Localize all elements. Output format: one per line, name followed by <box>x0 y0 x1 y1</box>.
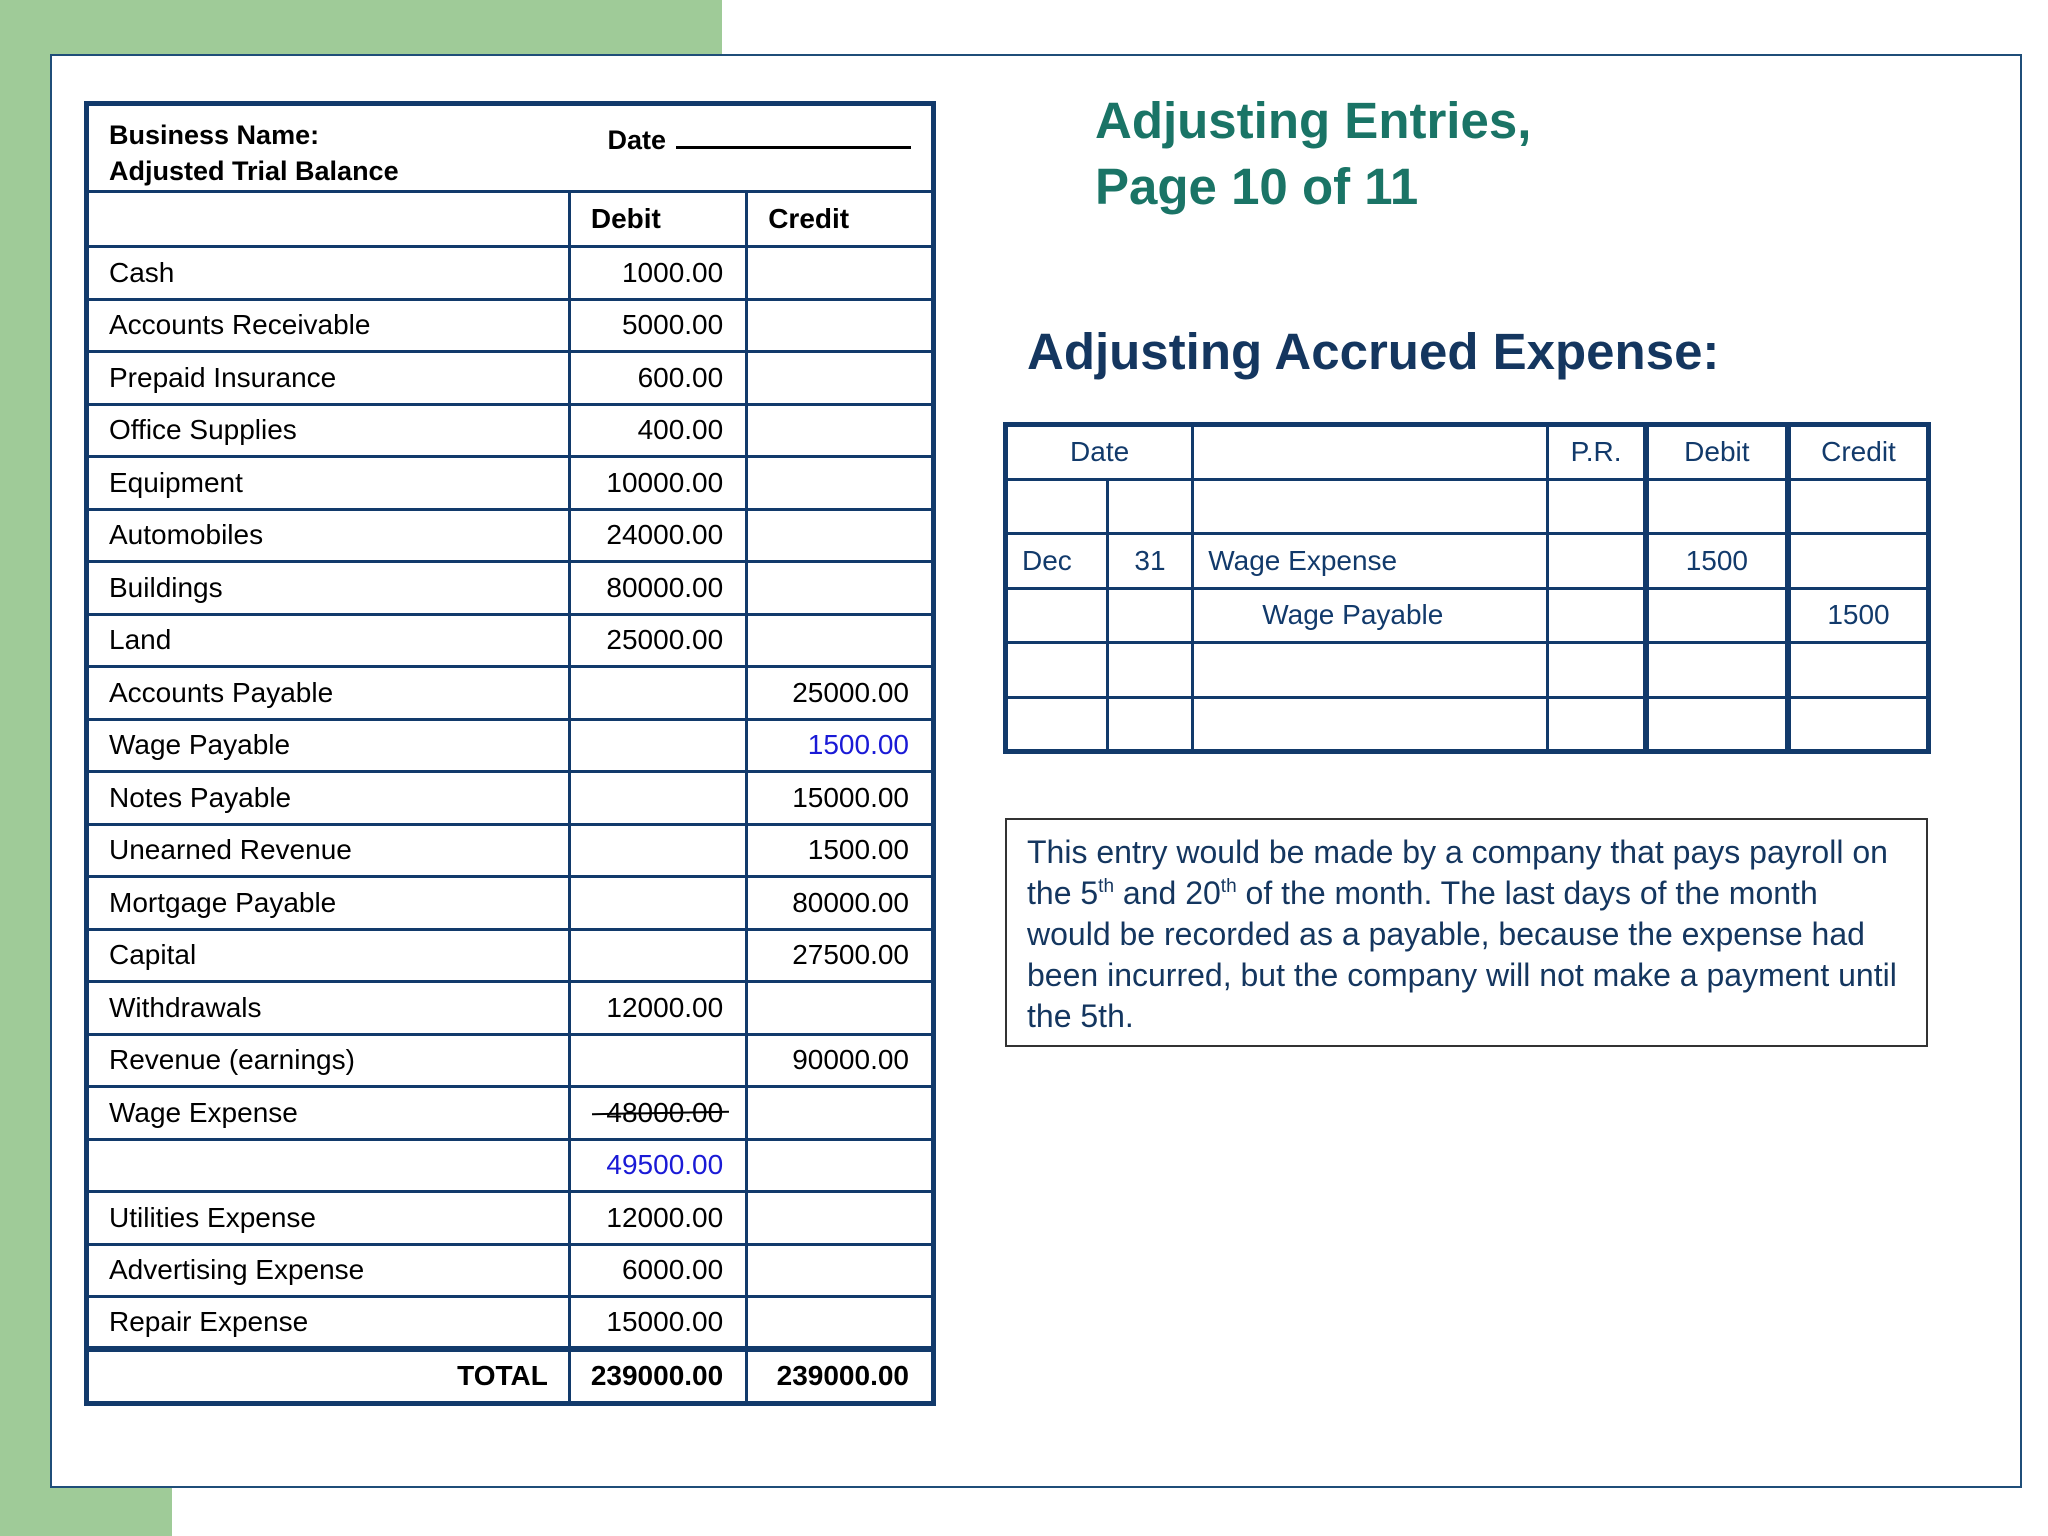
table-row <box>87 509 934 562</box>
table-row <box>87 1192 934 1245</box>
table-row <box>87 772 934 825</box>
account-name: Accounts Payable <box>87 667 570 720</box>
credit-amount <box>747 1297 934 1350</box>
table-row <box>87 299 934 352</box>
debit-amount <box>569 824 746 877</box>
credit-amount: 1500.00 <box>747 824 934 877</box>
trial-balance-header <box>87 104 934 192</box>
table-row <box>87 667 934 720</box>
decor-green-band-left <box>0 0 52 1536</box>
credit-column-header: Credit <box>747 192 934 247</box>
adjusted-debit-amount: 49500.00 <box>569 1139 746 1192</box>
debit-amount: 1000.00 <box>569 247 746 300</box>
journal-row <box>1006 697 1929 752</box>
credit-amount <box>747 614 934 667</box>
table-row <box>87 404 934 457</box>
page-title <box>1095 88 1531 220</box>
struck-debit-cell <box>569 1087 746 1140</box>
account-name: Wage Expense <box>87 1087 570 1140</box>
account-name: Capital <box>87 929 570 982</box>
journal-entry-table <box>1003 422 1931 754</box>
table-row <box>87 719 934 772</box>
credit-amount <box>747 299 934 352</box>
debit-column-header: Debit <box>569 192 746 247</box>
table-row <box>87 352 934 405</box>
account-name: Office Supplies <box>87 404 570 457</box>
table-row <box>87 457 934 510</box>
table-row <box>87 1139 934 1192</box>
total-label: TOTAL <box>87 1349 570 1403</box>
debit-amount <box>569 929 746 982</box>
account-name: Repair Expense <box>87 1297 570 1350</box>
journal-header-row <box>1006 425 1929 480</box>
account-name: Automobiles <box>87 509 570 562</box>
account-name: Notes Payable <box>87 772 570 825</box>
decor-green-band-bottom <box>0 1488 172 1536</box>
entry-credit-amount: 1500 <box>1788 588 1929 643</box>
debit-amount: 6000.00 <box>569 1244 746 1297</box>
debit-amount <box>569 719 746 772</box>
debit-amount: 5000.00 <box>569 299 746 352</box>
account-name: Equipment <box>87 457 570 510</box>
journal-credit-header: Credit <box>1788 425 1929 480</box>
debit-amount <box>569 1034 746 1087</box>
account-name: Withdrawals <box>87 982 570 1035</box>
date-field: Date <box>607 120 911 156</box>
credit-amount <box>747 247 934 300</box>
debit-amount: 15000.00 <box>569 1297 746 1350</box>
adjusted-credit-amount: 1500.00 <box>747 719 934 772</box>
credit-amount <box>747 562 934 615</box>
debit-amount <box>569 772 746 825</box>
account-name: Unearned Revenue <box>87 824 570 877</box>
debit-amount: 12000.00 <box>569 1192 746 1245</box>
credit-amount <box>747 457 934 510</box>
entry-credit-account: Wage Payable <box>1193 588 1548 643</box>
journal-row <box>1006 588 1929 643</box>
journal-row <box>1006 479 1929 534</box>
table-row <box>87 824 934 877</box>
total-debit: 239000.00 <box>569 1349 746 1403</box>
trial-balance-table <box>84 101 936 1406</box>
table-row <box>87 982 934 1035</box>
page-title-line-2: Page 10 of 11 <box>1095 158 1419 215</box>
credit-amount <box>747 982 934 1035</box>
table-row <box>87 1244 934 1297</box>
debit-amount: 600.00 <box>569 352 746 405</box>
credit-amount: 15000.00 <box>747 772 934 825</box>
date-blank-line <box>676 120 911 149</box>
decor-green-band-top <box>0 0 722 56</box>
account-name: Advertising Expense <box>87 1244 570 1297</box>
account-name: Buildings <box>87 562 570 615</box>
account-name: Prepaid Insurance <box>87 352 570 405</box>
journal-account-header <box>1193 425 1548 480</box>
account-name: Utilities Expense <box>87 1192 570 1245</box>
account-name: Revenue (earnings) <box>87 1034 570 1087</box>
credit-amount <box>747 1192 934 1245</box>
entry-debit-account: Wage Expense <box>1193 534 1548 589</box>
struck-debit-amount: 48000.00 <box>606 1096 724 1128</box>
table-row <box>87 562 934 615</box>
entry-day: 31 <box>1107 534 1193 589</box>
account-name: Mortgage Payable <box>87 877 570 930</box>
debit-amount <box>569 877 746 930</box>
table-row <box>87 877 934 930</box>
credit-amount <box>747 1139 934 1192</box>
journal-pr-header: P.R. <box>1548 425 1646 480</box>
trial-balance-subtitle: Adjusted Trial Balance <box>109 156 399 186</box>
column-header-row <box>87 192 934 247</box>
journal-debit-header: Debit <box>1646 425 1788 480</box>
business-name-label: Business Name: <box>109 120 320 150</box>
account-column-header <box>87 192 570 247</box>
table-row <box>87 614 934 667</box>
table-row <box>87 929 934 982</box>
table-row <box>87 1034 934 1087</box>
credit-amount: 90000.00 <box>747 1034 934 1087</box>
total-row <box>87 1349 934 1403</box>
table-row <box>87 1297 934 1350</box>
credit-amount <box>747 509 934 562</box>
debit-amount: 12000.00 <box>569 982 746 1035</box>
credit-amount: 27500.00 <box>747 929 934 982</box>
account-name: Land <box>87 614 570 667</box>
credit-amount <box>747 352 934 405</box>
account-name: Accounts Receivable <box>87 299 570 352</box>
credit-amount: 80000.00 <box>747 877 934 930</box>
total-credit: 239000.00 <box>747 1349 934 1403</box>
explanation-note: This entry would be made by a company that pays payroll on the 5th and 20th of the month. The last days of the month would be recorded as a payable, because the expense had been incurred, but the company will not make a payment until the 5th. <box>1005 818 1928 1047</box>
debit-amount: 25000.00 <box>569 614 746 667</box>
debit-amount <box>569 667 746 720</box>
debit-amount: 10000.00 <box>569 457 746 510</box>
journal-row <box>1006 643 1929 698</box>
credit-amount <box>747 1087 934 1140</box>
entry-debit-amount: 1500 <box>1646 534 1788 589</box>
table-row <box>87 247 934 300</box>
debit-amount: 400.00 <box>569 404 746 457</box>
account-name: Wage Payable <box>87 719 570 772</box>
section-heading: Adjusting Accrued Expense: <box>1027 323 1720 380</box>
account-name: Cash <box>87 247 570 300</box>
journal-row <box>1006 534 1929 589</box>
debit-amount: 80000.00 <box>569 562 746 615</box>
debit-amount: 24000.00 <box>569 509 746 562</box>
credit-amount <box>747 1244 934 1297</box>
account-name <box>87 1139 570 1192</box>
credit-amount: 25000.00 <box>747 667 934 720</box>
journal-date-header: Date <box>1006 425 1193 480</box>
credit-amount <box>747 404 934 457</box>
entry-month: Dec <box>1006 534 1108 589</box>
table-row <box>87 1087 934 1140</box>
page-title-line-1: Adjusting Entries, <box>1095 92 1532 149</box>
